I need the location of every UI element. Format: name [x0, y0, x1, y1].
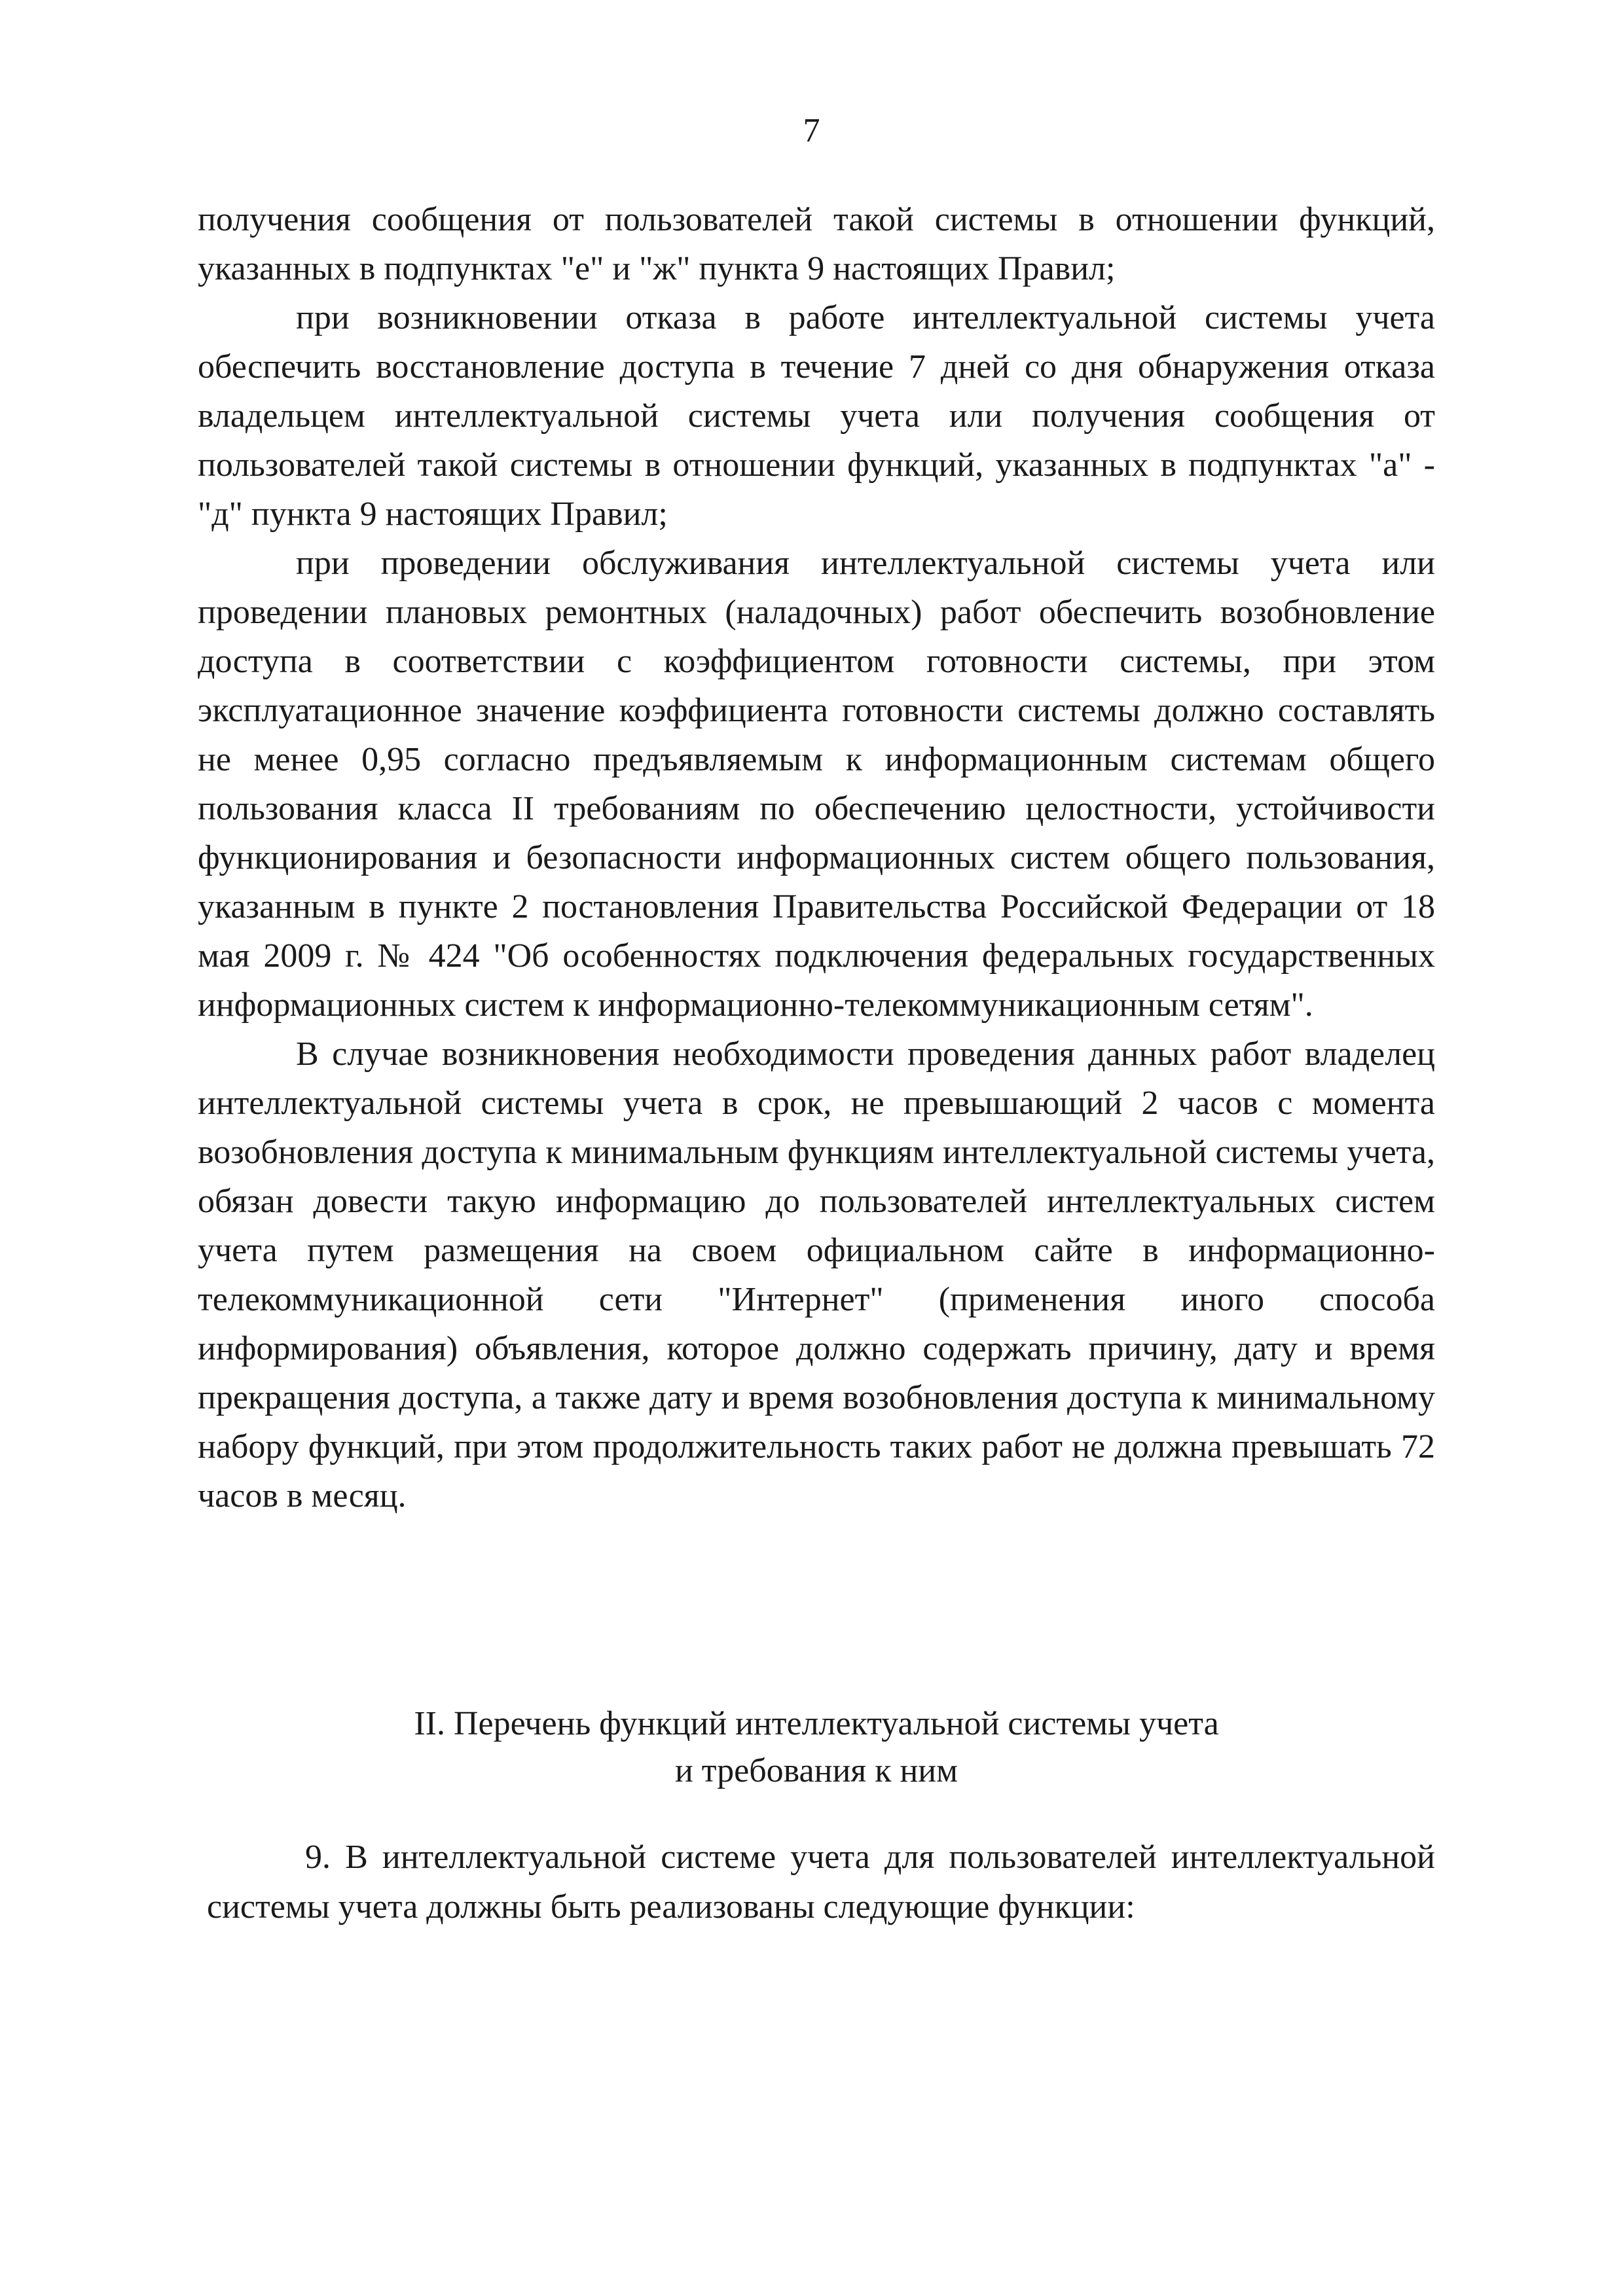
section-heading-line-2: и требования к ним	[674, 1752, 958, 1789]
page-number: 7	[803, 112, 820, 149]
section-heading-line-1: II. Перечень функций интеллектуальной системы учета	[414, 1705, 1219, 1742]
paragraph-maintenance: при проведении обслуживания интеллектуальной системы учета или проведении плановых ремонтных (наладочных) работ обеспечить возобновление доступа в соответствии с коэффициентом готовности системы, при этом эксплуатационное значение коэффициента готовности системы должно составлять не менее 0,95 согласно предъявляемым к информационным системам общего пользования класса II требованиям по обеспечению целостности, устойчивости функционирования и безопасности информационных систем общего пользования, указанным в пункте 2 постановления Правительства Российской Федерации от 18 мая 2009 г. № 424 "Об особенностях подключения федеральных государственных информационных систем к информационно-телекоммуникационным сетям".	[198, 545, 1435, 1024]
paragraph-continuation: получения сообщения от пользователей такой системы в отношении функций, указанных в подпунктах "е" и "ж" пункта 9 настоящих Правил;	[198, 201, 1435, 287]
paragraph-notification: В случае возникновения необходимости проведения данных работ владелец интеллектуальной системы учета в срок, не превышающий 2 часов с момента возобновления доступа к минимальным функциям интеллектуальной системы учета, обязан довести такую информацию до пользователей интеллектуальных систем учета путем размещения на своем официальном сайте в информационно-телекоммуникационной сети "Интернет" (применения иного способа информирования) объявления, которое должно содержать причину, дату и время прекращения доступа, а также дату и время возобновления доступа к минимальному набору функций, при этом продолжительность таких работ не должна превышать 72 часов в месяц.	[198, 1035, 1435, 1515]
section-heading	[198, 1700, 1435, 1795]
section-body	[207, 1833, 1435, 1932]
paragraph-failure-recovery: при возникновении отказа в работе интеллектуальной системы учета обеспечить восстановление доступа в течение 7 дней со дня обнаружения отказа владельцем интеллектуальной системы учета или получения сообщения от пользователей такой системы в отношении функций, указанных в подпунктах "а" - "д" пункта 9 настоящих Правил;	[198, 299, 1435, 533]
paragraph-item-9: 9. В интеллектуальной системе учета для пользователей интеллектуальной системы учета должны быть реализованы следующие функции:	[207, 1839, 1435, 1926]
body-text	[198, 195, 1435, 1520]
